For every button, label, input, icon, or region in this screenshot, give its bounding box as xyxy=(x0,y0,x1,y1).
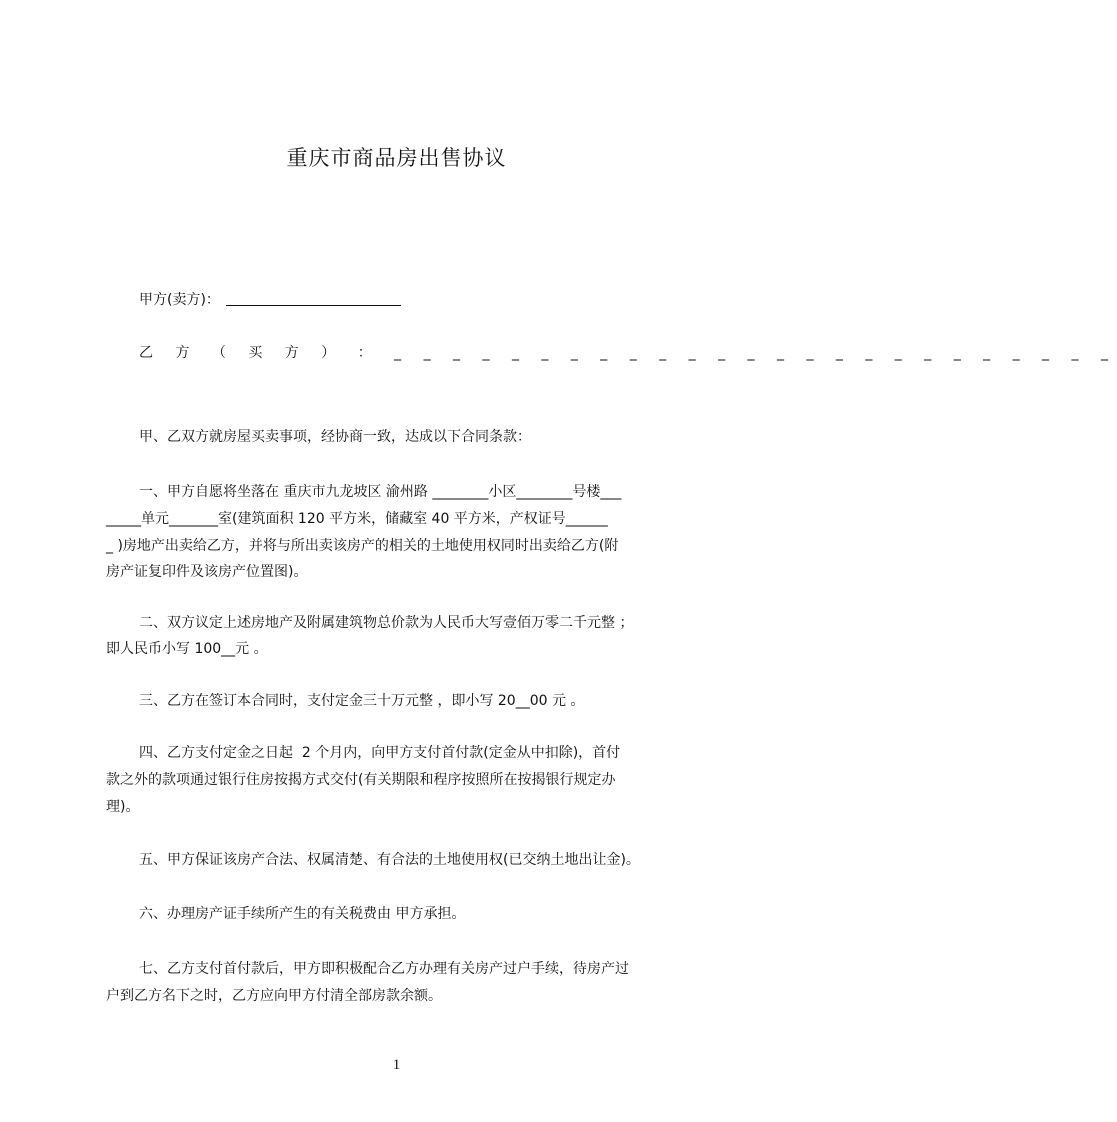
clause-4-line: 理)。 xyxy=(106,799,140,815)
page-number: 1 xyxy=(392,1057,401,1073)
clause-6: 六、办理房产证手续所产生的有关税费由 甲方承担。 xyxy=(139,906,466,922)
clause-1-line: _____单元_______室(建筑面积 120 平方米，储藏室 40 平方米，产权证号______ xyxy=(106,511,608,527)
clause-2-line: 即人民币小写 100__元 。 xyxy=(106,641,268,657)
document-title: 重庆市商品房出售协议 xyxy=(286,146,507,170)
clause-5: 五、甲方保证该房产合法、权属清楚、有合法的土地使用权(已交纳土地出让金)。 xyxy=(139,852,640,868)
clause-1-line: 一、甲方自愿将坐落在 重庆市九龙坡区 渝州路 ________小区________号楼___ xyxy=(139,484,622,500)
clause-3: 三、乙方在签订本合同时，支付定金三十万元整 ，即小写 20__00 元 。 xyxy=(139,693,585,709)
seller-blank xyxy=(226,291,401,306)
clause-7-line: 户到乙方名下之时，乙方应向甲方付清全部房款余额。 xyxy=(106,988,442,1004)
clause-2-line: 二、双方议定上述房地产及附属建筑物总价款为人民币大写壹佰万零二千元整 ； xyxy=(139,615,634,631)
clause-4-line: 四、乙方支付定金之日起 2 个月内，向甲方支付首付款(定金从中扣除)，首付 xyxy=(139,745,621,761)
clause-1-line: 房产证复印件及该房产位置图)。 xyxy=(106,564,308,580)
seller-label: 甲方(卖方)： xyxy=(139,292,220,308)
clause-4-line: 款之外的款项通过银行住房按揭方式交付(有关期限和程序按照所在按揭银行规定办 xyxy=(106,772,616,788)
intro-paragraph: 甲、乙双方就房屋买卖事项，经协商一致，达成以下合同条款： xyxy=(139,429,531,445)
buyer-line: 乙 方 （ 买 方 ） ： _ _ _ _ _ _ _ _ _ _ _ _ _ _ _ _ _ _ _ _ _ _ _ _ _ xyxy=(139,345,1117,361)
clause-1-line: _ )房地产出卖给乙方，并将与所出卖该房产的相关的土地使用权同时出卖给乙方(附 xyxy=(106,538,619,554)
clause-7-line: 七、乙方支付首付款后，甲方即积极配合乙方办理有关房产过户手续，待房产过 xyxy=(139,961,629,977)
seller-line xyxy=(139,291,401,309)
